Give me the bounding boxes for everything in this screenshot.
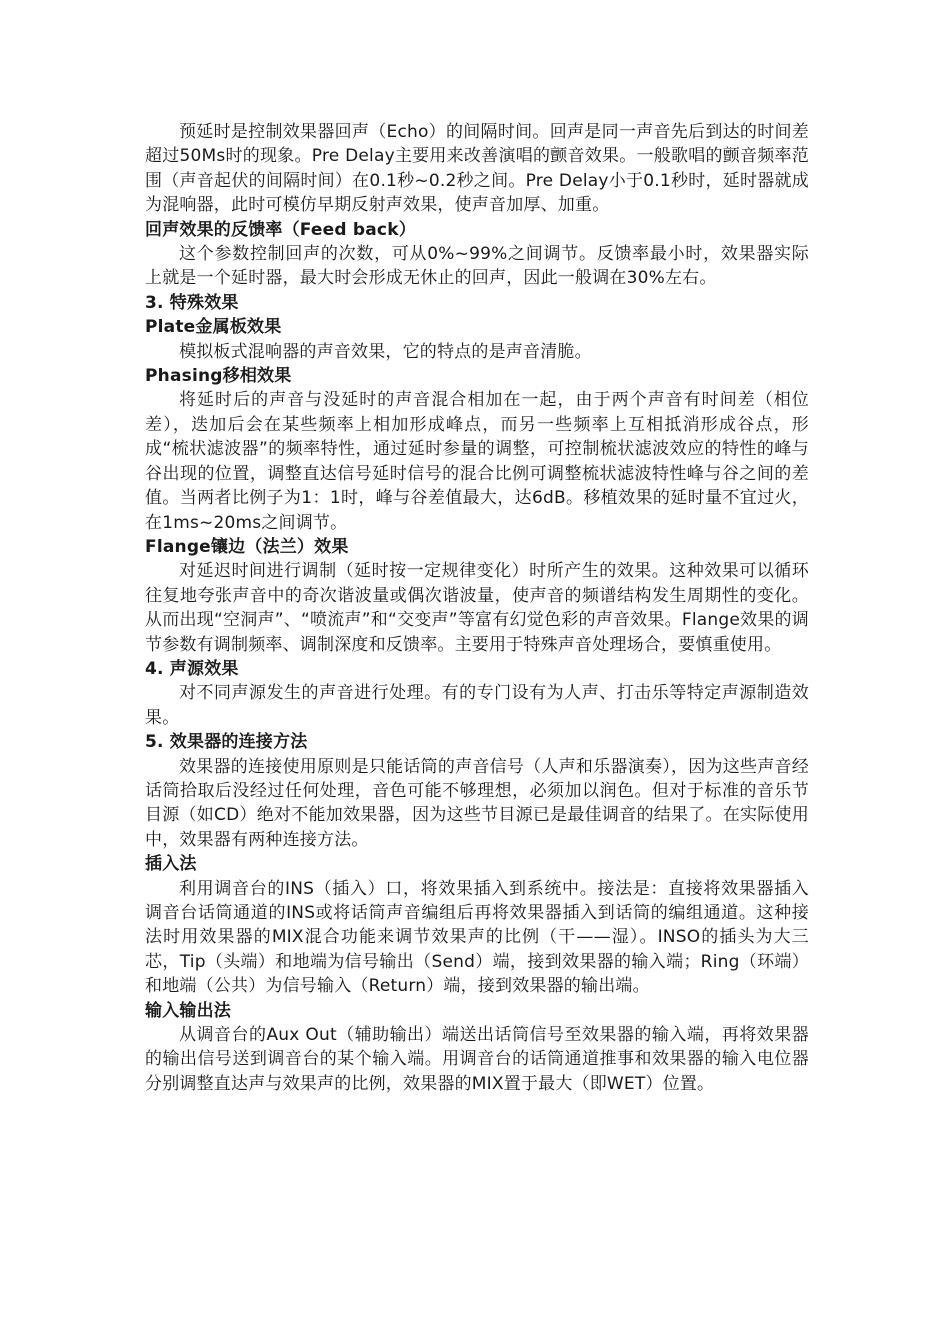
heading-plate: Plate金属板效果 xyxy=(145,317,282,338)
heading-connection-methods: 5. 效果器的连接方法 xyxy=(145,732,308,753)
heading-flange: Flange镶边（法兰）效果 xyxy=(145,536,349,557)
heading-phasing: Phasing移相效果 xyxy=(145,366,292,387)
paragraph-phasing: 将延时后的声音与没延时的声音混合相加在一起，由于两个声音有时间差（相位差），迭加后会在某些频率上相加形成峰点，而另一些频率上互相抵消形成谷点，形成“梳状滤波器”的频率特性，通过延时参量的调整，可控制梳状滤波效应的特性的峰与谷出现的位置，调整直达信号延时信号的混合比例可调整梳状滤波特性峰与谷之间的差值。当两者比例子为1：1时，峰与谷差值最大，达6dB。移植效果的延时量不宜过火，在1ms~20ms之间调节。 xyxy=(145,390,809,533)
heading-insert-method: 插入法 xyxy=(145,854,197,875)
document-page xyxy=(145,120,809,1096)
heading-io-method: 输入输出法 xyxy=(145,1000,231,1021)
paragraph-insert-method: 利用调音台的INS（插入）口，将效果插入到系统中。接法是：直接将效果器插入调音台话筒通道的INS或将话筒声音编组后再将效果器插入到话筒的编组通道。这种接法时用效果器的MIX混合功能来调节效果声的比例（干——湿）。INSO的插头为大三芯，Tip（头端）和地端为信号输出（Send）端，接到效果器的输入端；Ring（环端）和地端（公共）为信号输入（Return）端，接到效果器的输出端。 xyxy=(145,878,809,997)
paragraph-pre-delay: 预延时是控制效果器回声（Echo）的间隔时间。回声是同一声音先后到达的时间差超过50Ms时的现象。Pre Delay主要用来改善演唱的颤音效果。一般歌唱的颤音频率范围（声音起伏的间隔时间）在0.1秒~0.2秒之间。Pre Delay小于0.1秒时，延时器就成为混响器，此时可模仿早期反射声效果，使声音加厚、加重。 xyxy=(145,122,809,216)
paragraph-feedback: 这个参数控制回声的次数，可从0%~99%之间调节。反馈率最小时，效果器实际上就是一个延时器，最大时会形成无休止的回声，因此一般调在30%左右。 xyxy=(145,244,809,289)
paragraph-flange: 对延迟时间进行调制（延时按一定规律变化）时所产生的效果。这种效果可以循环往复地夸张声音中的奇次谐波量或偶次谐波量，使声音的频谱结构发生周期性的变化。从而出现“空洞声”、“喷流声”和“交变声”等富有幻觉色彩的声音效果。Flange效果的调节参数有调制频率、调制深度和反馈率。主要用于特殊声音处理场合，要慎重使用。 xyxy=(145,561,809,655)
heading-source-effects: 4. 声源效果 xyxy=(145,658,239,679)
heading-special-effects: 3. 特殊效果 xyxy=(145,292,239,313)
heading-feedback: 回声效果的反馈率（Feed back） xyxy=(145,219,416,240)
paragraph-io-method: 从调音台的Aux Out（辅助输出）端送出话筒信号至效果器的输入端，再将效果器的输出信号送到调音台的某个输入端。用调音台的话筒通道推事和效果器的输入电位器分别调整直达声与效果声的比例，效果器的MIX置于最大（即WET）位置。 xyxy=(145,1025,809,1094)
paragraph-source-effects: 对不同声源发生的声音进行处理。有的专门设有为人声、打击乐等特定声源制造效果。 xyxy=(145,683,809,728)
paragraph-plate: 模拟板式混响器的声音效果，它的特点的是声音清脆。 xyxy=(179,341,592,362)
paragraph-connection-methods: 效果器的连接使用原则是只能话筒的声音信号（人声和乐器演奏），因为这些声音经话筒拾取后没经过任何处理，音色可能不够理想，必须加以润色。但对于标准的音乐节目源（如CD）绝对不能加效果器，因为这些节目源已是最佳调音的结果了。在实际使用中，效果器有两种连接方法。 xyxy=(145,756,809,850)
